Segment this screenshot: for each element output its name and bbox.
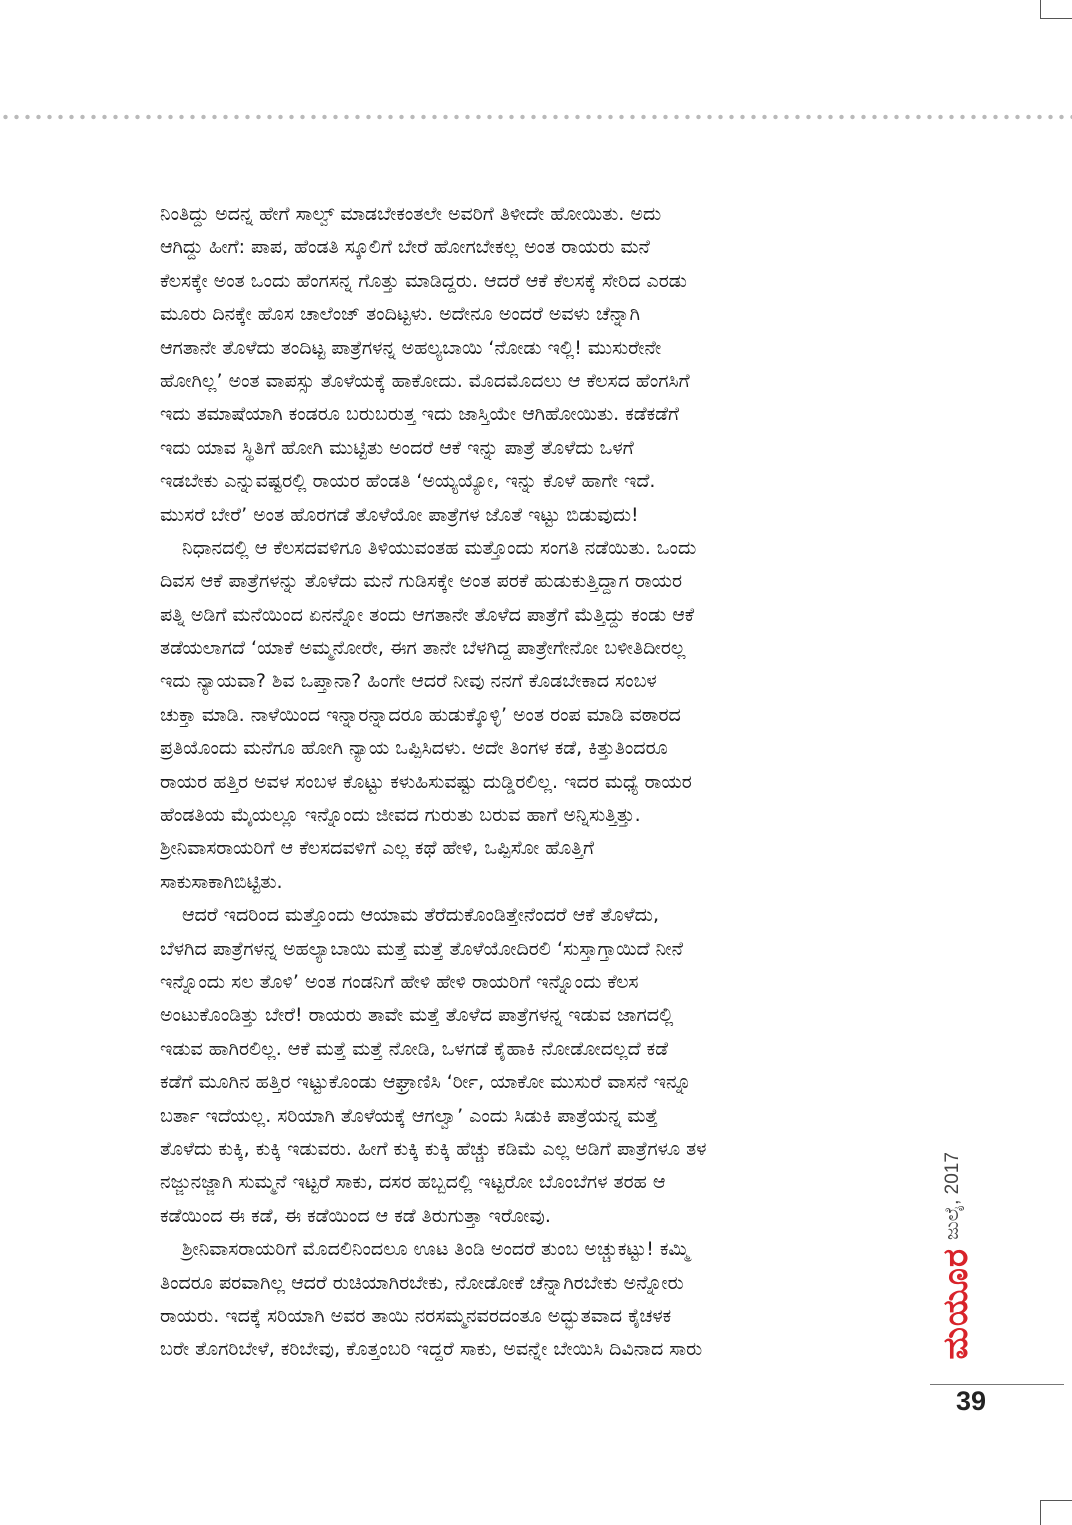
article-line: ಹೋಗಿಲ್ಲ’ ಅಂತ ವಾಪಸ್ಸು ತೊಳೆಯಕ್ಕೆ ಹಾಕೋದು. ಮೊದಮೊದಲು ಆ ಕೆಲಸದ ಹೆಂಗಸಿಗೆ xyxy=(160,369,690,392)
article-line: ಹೆಂಡತಿಯ ಮೈಯಲ್ಲೂ ಇನ್ನೊಂದು ಜೀವದ ಗುರುತು ಬರುವ ಹಾಗೆ ಅನ್ನಿಸುತ್ತಿತ್ತು. xyxy=(160,804,641,827)
crop-mark-top-right-vertical xyxy=(1040,0,1041,18)
article-line: ಇಡಬೇಕು ಎನ್ನುವಷ್ಟರಲ್ಲಿ ರಾಯರ ಹೆಂಡತಿ ‘ಅಯ್ಯಯ್ಯೋ, ಇನ್ನು ಕೊಳೆ ಹಾಗೇ ಇದೆ. xyxy=(160,470,656,493)
article-line: ತಡೆಯಲಾಗದೆ ‘ಯಾಕೆ ಅಮ್ಮನೋರೇ, ಈಗ ತಾನೇ ಬೆಳಗಿದ್ದ ಪಾತ್ರೇಗೇನೋ ಬಳೀತಿದೀರಲ್ಲ xyxy=(160,637,686,660)
page-number: 39 xyxy=(956,1386,987,1416)
article-line: ಇನ್ನೊಂದು ಸಲ ತೊಳಿ’ ಅಂತ ಗಂಡನಿಗೆ ಹೇಳಿ ಹೇಳಿ ರಾಯರಿಗೆ ಇನ್ನೊಂದು ಕೆಲಸ xyxy=(160,970,639,993)
article-line: ಬರೇ ತೊಗರಿಬೇಳೆ, ಕರಿಬೇವು, ಕೊತ್ತಂಬರಿ ಇದ್ದರೆ ಸಾಕು, ಅವನ್ನೇ ಬೇಯಿಸಿ ದಿವಿನಾದ ಸಾರು xyxy=(160,1338,703,1361)
article-line: ಮುಸರೆ ಬೇರೆ’ ಅಂತ ಹೊರಗಡೆ ತೊಳೆಯೋ ಪಾತ್ರೆಗಳ ಜೊತೆ ಇಟ್ಟು ಬಿಡುವುದು! xyxy=(160,503,639,526)
article-line: ಅಂಟುಕೊಂಡಿತ್ತು ಬೇರೆ! ರಾಯರು ತಾವೇ ಮತ್ತೆ ತೊಳೆದ ಪಾತ್ರೆಗಳನ್ನ ಇಡುವ ಜಾಗದಲ್ಲಿ xyxy=(160,1004,674,1027)
article-line: ಶ್ರೀನಿವಾಸರಾಯರಿಗೆ ಮೊದಲಿನಿಂದಲೂ ಊಟ ತಿಂಡಿ ಅಂದರೆ ತುಂಬ ಅಚ್ಚುಕಟ್ಟು! ಕಮ್ಮಿ xyxy=(182,1238,690,1261)
article-line: ಇದು ಯಾವ ಸ್ಥಿತಿಗೆ ಹೋಗಿ ಮುಟ್ಟಿತು ಅಂದರೆ ಆಕೆ ಇನ್ನು ಪಾತ್ರೆ ತೊಳೆದು ಒಳಗೆ xyxy=(160,436,634,459)
article-line: ನಿಧಾನದಲ್ಲಿ ಆ ಕೆಲಸದವಳಿಗೂ ತಿಳಿಯುವಂತಹ ಮತ್ತೊಂದು ಸಂಗತಿ ನಡೆಯಿತು. ಒಂದು xyxy=(182,536,697,559)
article-line: ಆಗತಾನೇ ತೊಳೆದು ತಂದಿಟ್ಟ ಪಾತ್ರೆಗಳನ್ನ ಅಹಲ್ಯಬಾಯಿ ‘ನೋಡು ಇಲ್ಲಿ! ಮುಸುರೇನೇ xyxy=(160,336,662,359)
magazine-brand: ಮಯೂರ xyxy=(936,1248,976,1360)
page-number-rule xyxy=(930,1384,1064,1385)
article-line: ಕೆಲಸಕ್ಕೇ ಅಂತ ಒಂದು ಹೆಂಗಸನ್ನ ಗೊತ್ತು ಮಾಡಿದ್ದರು. ಆದರೆ ಆಕೆ ಕೆಲಸಕ್ಕೆ ಸೇರಿದ ಎರಡು xyxy=(160,269,687,292)
article-line: ಸಾಕುಸಾಕಾಗಿಬಿಟ್ಟಿತು. xyxy=(160,870,283,893)
article-line: ಇಡುವ ಹಾಗಿರಲಿಲ್ಲ. ಆಕೆ ಮತ್ತೆ ಮತ್ತೆ ನೋಡಿ, ಒಳಗಡೆ ಕೈಹಾಕಿ ನೋಡೋದಲ್ಲದೆ ಕಡೆ xyxy=(160,1037,669,1060)
article-line: ಬರ್ತಾ ಇದೆಯಲ್ಲ. ಸರಿಯಾಗಿ ತೊಳೆಯಕ್ಕೆ ಆಗಲ್ವಾ’ ಎಂದು ಸಿಡುಕಿ ಪಾತ್ರೆಯನ್ನ ಮತ್ತೆ xyxy=(160,1104,658,1127)
article-line: ರಾಯರು. ಇದಕ್ಕೆ ಸರಿಯಾಗಿ ಅವರ ತಾಯಿ ನರಸಮ್ಮನವರದಂತೂ ಅದ್ಭುತವಾದ ಕೈಚಳಕ xyxy=(160,1304,672,1327)
article-line: ಆಗಿದ್ದು ಹೀಗೆ: ಪಾಪ, ಹೆಂಡತಿ ಸ್ಕೂಲಿಗೆ ಬೇರೆ ಹೋಗಬೇಕಲ್ಲ ಅಂತ ರಾಯರು ಮನೆ xyxy=(160,236,650,259)
dotted-header-rule xyxy=(0,114,1072,120)
article-line: ಕಡೆಗೆ ಮೂಗಿನ ಹತ್ತಿರ ಇಟ್ಟುಕೊಂಡು ಆಘ್ರಾಣಿಸಿ ‘ರ್ರೀ, ಯಾಕೋ ಮುಸುರೆ ವಾಸನೆ ಇನ್ನೂ xyxy=(160,1071,692,1094)
article-line: ದಿವಸ ಆಕೆ ಪಾತ್ರೆಗಳನ್ನು ತೊಳೆದು ಮನೆ ಗುಡಿಸಕ್ಕೇ ಅಂತ ಪರಕೆ ಹುಡುಕುತ್ತಿದ್ದಾಗ ರಾಯರ xyxy=(160,570,683,593)
crop-mark-bottom-right-vertical xyxy=(1040,1500,1041,1525)
article-line: ಇದು ನ್ಯಾಯವಾ? ಶಿವ ಒಪ್ತಾನಾ? ಹಿಂಗೇ ಆದರೆ ನೀವು ನನಗೆ ಕೊಡಬೇಕಾದ ಸಂಬಳ xyxy=(160,670,657,693)
issue-date: ಜುಲೈ, 2017 xyxy=(942,1152,963,1240)
article-line: ಶ್ರೀನಿವಾಸರಾಯರಿಗೆ ಆ ಕೆಲಸದವಳಿಗೆ ಎಲ್ಲ ಕಥೆ ಹೇಳಿ, ಒಪ್ಪಿಸೋ ಹೊತ್ತಿಗೆ xyxy=(160,837,595,860)
article-line: ಇದು ತಮಾಷೆಯಾಗಿ ಕಂಡರೂ ಬರುಬರುತ್ತ ಇದು ಜಾಸ್ತಿಯೇ ಆಗಿಹೋಯಿತು. ಕಡೆಕಡೆಗೆ xyxy=(160,403,680,426)
article-body xyxy=(160,198,912,1367)
article-line: ಆದರೆ ಇದರಿಂದ ಮತ್ತೊಂದು ಆಯಾಮ ತೆರೆದುಕೊಂಡಿತ್ತೇನೆಂದರೆ ಆಕೆ ತೊಳೆದು, xyxy=(182,904,659,927)
article-line: ತಿಂದರೂ ಪರವಾಗಿಲ್ಲ ಆದರೆ ರುಚಿಯಾಗಿರಬೇಕು, ನೋಡೋಕೆ ಚೆನ್ನಾಗಿರಬೇಕು ಅನ್ನೋರು xyxy=(160,1271,684,1294)
article-line: ಚುಕ್ತಾ ಮಾಡಿ. ನಾಳೆಯಿಂದ ಇನ್ನಾರನ್ನಾದರೂ ಹುಡುಕ್ಕೊಳ್ಳಿ’ ಅಂತ ರಂಪ ಮಾಡಿ ವಠಾರದ xyxy=(160,703,681,726)
article-line: ಪತ್ನಿ ಅಡಿಗೆ ಮನೆಯಿಂದ ಏನನ್ನೋ ತಂದು ಆಗತಾನೇ ತೊಳೆದ ಪಾತ್ರೆಗೆ ಮೆತ್ತಿದ್ದು ಕಂಡು ಆಕೆ xyxy=(160,603,695,626)
crop-mark-top-right-horizontal xyxy=(1040,18,1072,19)
article-line: ಮೂರು ದಿನಕ್ಕೇ ಹೊಸ ಚಾಲೆಂಜ್ ತಂದಿಟ್ಟಳು. ಅದೇನೂ ಅಂದರೆ ಅವಳು ಚೆನ್ನಾಗಿ xyxy=(160,303,640,326)
article-line: ನಿಂತಿದ್ದು ಅದನ್ನ ಹೇಗೆ ಸಾಲ್ವ್ ಮಾಡಬೇಕಂತಲೇ ಅವರಿಗೆ ತಿಳೀದೇ ಹೋಯಿತು. ಅದು xyxy=(160,203,662,225)
article-line: ಪ್ರತಿಯೊಂದು ಮನೆಗೂ ಹೋಗಿ ನ್ಯಾಯ ಒಪ್ಪಿಸಿದಳು. ಅದೇ ತಿಂಗಳ ಕಡೆ, ಕಿತ್ತುತಿಂದರೂ xyxy=(160,737,668,760)
article-line: ಬೆಳಗಿದ ಪಾತ್ರೆಗಳನ್ನ ಅಹಲ್ಯಾಬಾಯಿ ಮತ್ತೆ ಮತ್ತೆ ತೊಳೆಯೋದಿರಲಿ ‘ಸುಸ್ತಾಗ್ತಾಯಿದೆ ನೀನೆ xyxy=(160,937,683,960)
article-line: ಕಡೆಯಿಂದ ಈ ಕಡೆ, ಈ ಕಡೆಯಿಂದ ಆ ಕಡೆ ತಿರುಗುತ್ತಾ ಇರೋವು. xyxy=(160,1204,551,1227)
article-line: ರಾಯರ ಹತ್ತಿರ ಅವಳ ಸಂಬಳ ಕೊಟ್ಟು ಕಳುಹಿಸುವಷ್ಟು ದುಡ್ಡಿರಲಿಲ್ಲ. ಇದರ ಮಧ್ಯೆ ರಾಯರ xyxy=(160,770,692,793)
article-line: ನಜ್ಜುನಜ್ಜಾಗಿ ಸುಮ್ಮನೆ ಇಟ್ಟರೆ ಸಾಕು, ದಸರ ಹಬ್ಬದಲ್ಲಿ ಇಟ್ಟರೋ ಬೊಂಬೆಗಳ ತರಹ ಆ xyxy=(160,1171,666,1194)
crop-mark-bottom-right-horizontal xyxy=(1040,1500,1072,1501)
article-line: ತೊಳೆದು ಕುಕ್ಕಿ, ಕುಕ್ಕಿ ಇಡುವರು. ಹೀಗೆ ಕುಕ್ಕಿ ಕುಕ್ಕಿ ಹೆಚ್ಚು ಕಡಿಮೆ ಎಲ್ಲ ಅಡಿಗೆ ಪಾತ್ರೆಗಳೂ ತಳ xyxy=(160,1137,707,1160)
